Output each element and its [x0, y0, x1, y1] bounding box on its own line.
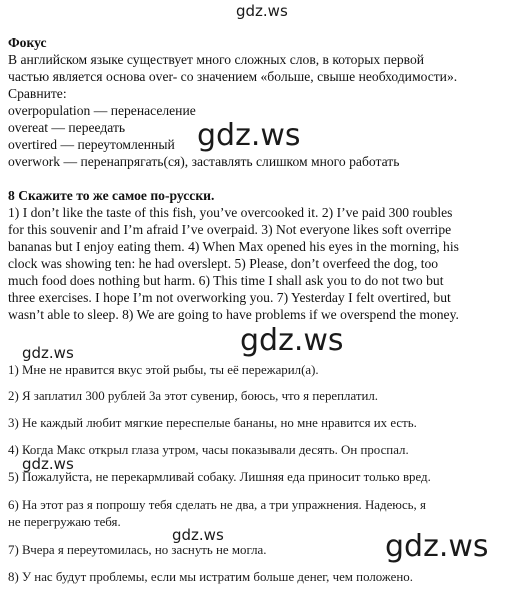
exercise-heading: 8 Скажите то же самое по-русски.	[8, 188, 215, 203]
exercise-line: bananas but I enjoy eating them. 4) When Max opened his eyes in the morning, his	[8, 239, 459, 254]
watermark: gdz.ws	[385, 529, 489, 564]
answer-line: 7) Вчера я переутомилась, но заснуть не могла.	[8, 543, 267, 557]
watermark: gdz.ws	[172, 526, 224, 544]
watermark: gdz.ws	[22, 455, 74, 473]
exercise-line: for this souvenir and I’m afraid I’ve overpaid. 3) Not everyone likes soft overripe	[8, 222, 452, 237]
answer-line: 5) Пожалуйста, не перекармливай собаку. Лишняя еда приносит только вред.	[8, 470, 431, 484]
focus-line: В английском языке существует много сложных слов, в которых первой	[8, 52, 425, 67]
focus-line: overwork — перенапрягать(ся), заставлять слишком много работать	[8, 154, 400, 169]
focus-heading: Фокус	[8, 35, 47, 50]
answer-line: 2) Я заплатил 300 рублей 3а этот сувенир, боюсь, что я переплатил.	[8, 389, 379, 403]
focus-line: overeat — переедать	[8, 120, 126, 135]
answer-line: 4) Когда Макс открыл глаза утром, часы показывали десять. Он проспал.	[8, 443, 409, 457]
answer-line: 1) Мне не нравится вкус этой рыбы, ты её пережарил(а).	[8, 363, 319, 377]
answer-line: 8) У нас будут проблемы, если мы истратим больше денег, чем положено.	[8, 570, 413, 584]
exercise-line: much food does nothing but harm. 6) This time I shall ask you to do not two but	[8, 273, 444, 288]
focus-line: overtired — переутомленный	[8, 137, 175, 152]
watermark: gdz.ws	[22, 344, 74, 362]
focus-line: overpopulation — перенаселение	[8, 103, 196, 118]
answer-line: 6) На этот раз я попрошу тебя сделать не два, а три упражнения. Надеюсь, я	[8, 498, 426, 512]
watermark: gdz.ws	[236, 2, 288, 20]
exercise-line: wasn’t able to sleep. 8) We are going to have problems if we overspend the money.	[8, 307, 459, 322]
focus-line: частью является основа over- со значением «больше, свыше необходимости».	[8, 69, 458, 84]
watermark: gdz.ws	[240, 323, 344, 358]
watermark: gdz.ws	[197, 118, 301, 153]
answer-line: не перегружаю тебя.	[8, 515, 121, 529]
answer-line: 3) Не каждый любит мягкие переспелые бананы, но мне нравится их есть.	[8, 416, 417, 430]
exercise-line: 1) I don’t like the taste of this fish, you’ve overcooked it. 2) I’ve paid 300 roubles	[8, 205, 453, 220]
exercise-line: clock was showing ten: he had overslept. 5) Please, don’t overfeed the dog, too	[8, 256, 439, 271]
focus-line: Сравните:	[8, 86, 67, 101]
exercise-line: three exercises. I hope I’m not overworking you. 7) Yesterday I felt overtired, but	[8, 290, 451, 305]
